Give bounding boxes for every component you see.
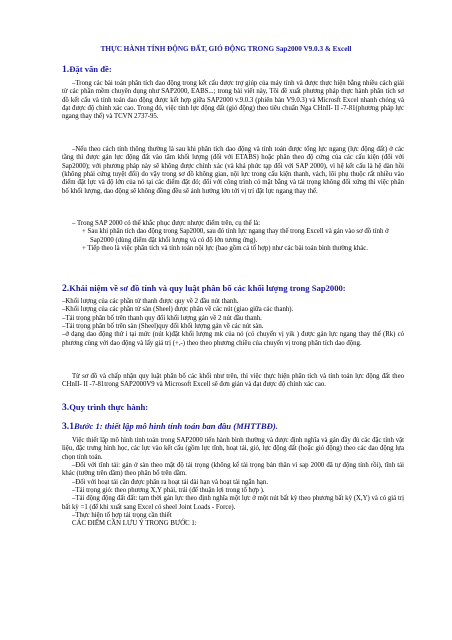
list-item: + Sau khi phân tích dao động trong Sap2000, sau đó tính lực ngang thay thế trong Excell và gán vào sơ đồ tính ở Sap2000 (dùng điểm đặt khối lượng và có độ lớn tương ứng). [82, 228, 389, 244]
subsection-heading [62, 421, 278, 432]
list-item: –Khối lượng của các phần tử sàn (Sheel) được phân về các nút (giao giữa các thanh). [62, 306, 294, 314]
paragraph: –Nếu theo cách tính thông thường là sau khi phân tích dao động và tính toán được tổng lực ngang (lực động đất) ở các tầng thì được gán lực động đất vào tâm khối lượng (đối với ETABS) hoặc phân theo độ cứng của các cấu kiện (đối với Sap2000); với phương pháp này sẽ không được chính xác (và khá phức tạp đối với SAP 2000), vì hệ kết cấu là hệ dàn hồi (không phải cứng tuyệt đối) do vậy trong sơ đồ không gian, nội lực trong cấu kiện thanh, vách, lõi phụ thuộc rất nhiều vào điểm đặt lực và độ lớn của nó tại các điểm đặt đó; đối với công trình có mặt bằng và tải trọng không đối xứng thì việc phân bố khối lượng, dao động sẽ không đồng đều sẽ ảnh hưởng lớn tới vị trí đặt lực ngang thay thế. [62, 146, 404, 195]
list-item: –Tải trọng phân bố trên thanh quy đổi khối lượng gán về 2 nút đầu thanh. [62, 314, 262, 322]
section-title: Bước 1: thiết lập mô hình tính toán ban đầu (MHTTBĐ). [74, 421, 278, 431]
paragraph: Việc thiết lập mô hình tính toán trong SAP2000 tiến hành bình thường và được định nghĩa và gán đầy đủ các đặc tính vật liệu, đặc trưng hình học, các lực vào kết cấu (gồm lực tĩnh, hoạt tải, gió, lực động đất (hoặc gió động) theo các dao động lựa chọn tính toán. [62, 437, 404, 461]
list-item: –Đối với tĩnh tải: gán ở sàn theo mặt độ tải trọng (không kể tải trọng bản thân vì sap 2000 đã tự động tính rồi), tĩnh tải khác (tường trên dầm) theo phân bố trên dầm. [62, 462, 404, 478]
section-heading-1 [62, 64, 112, 75]
bullet-list [62, 220, 404, 253]
list-item: –Thực hiện tổ hợp tải trọng cần thiết [72, 512, 172, 520]
list-item: –Khối lượng của các phần tử thanh được quy về 2 đầu nút thanh. [62, 298, 239, 305]
bullet-list [62, 462, 404, 529]
list-item: –Tải trọng gió: theo phương X,Y phải, trái (để thuận lợi trong tổ hợp ). [72, 487, 265, 495]
section-number: 3.1 [62, 421, 74, 432]
list-item: + Tiếp theo là việc phân tích và tính toán nội lực (bao gồm cả tổ hợp) như các bài toán bình thường khác. [82, 245, 368, 253]
list-item: –Đối với hoạt tải cần được phân ra hoạt tải dài hạn và hoạt tải ngắn hạn. [72, 478, 269, 486]
bullet-list [62, 298, 404, 348]
list-item: CÁC ĐIỂM CẦN LƯU Ý TRONG BƯỚC 1: [72, 520, 197, 528]
section-number: 2. [62, 283, 70, 294]
list-item: –Tải động động đất đất: tạm thời gán lực theo định nghĩa một lực ở một nút bất kỳ theo phương bất kỳ (X,Y) và có giá trị bất kỳ =1 (để khi xuất sang Excel có sheel Joint Loads - Force). [62, 495, 404, 511]
list-item: –ở dạng dao động thứ i tại mức (nút k)đặt khối lượng mk của nó (có chuyển vị yik ) được gán lực ngang thay thế (Rk) có phương cùng với dao động và lấy giá trị (+,-) theo theo phương chiều của chuyển vị trong phân tích dao động. [62, 331, 404, 347]
section-number: 1. [62, 64, 70, 75]
paragraph: Từ sơ đồ và chấp nhận quy luật phân bố các khối như trên, thì việc thực hiện phân tích và tính toán lực động đất theo CHnII- II -7-81trong SAP2000V9 và Microsoft Excell sẽ đơn giản và đạt được độ chính xác cao. [62, 373, 404, 389]
section-title: Quy trình thực hành: [69, 402, 149, 412]
document-title: THỰC HÀNH TÍNH ĐỘNG ĐẤT, GIÓ ĐỘNG TRONG Sap2000 V9.0.3 & Excell [100, 45, 352, 53]
section-number: 3. [62, 402, 70, 413]
list-item: –Tải trọng phân bố trên sàn (Sheel)quy đổi khối lượng gán về các nút sàn. [62, 323, 264, 331]
paragraph: –Trong các bài toán phân tích dao động trong kết cấu được trợ giúp của máy tính và được thực hiện bằng nhiều cách giải từ các phần mềm chuyên dụng như SAP2000, EABS...; trong bài viết này, Tôi đề xuất phương pháp thực hành phân tích sơ đồ kết cấu và tính toán dao động được kết hợp giữa SAP2000 v.9.0.3 (phiên bản V9.0.3) và Microsft Excel nhanh chóng và đạt được độ chính xác cao. Trong đó, việc tính lực động đất (gió động) theo tiêu chuẩn Nga CHnII- II -7-81(phương pháp lực ngang thay thế) và TCVN 2737-95. [62, 80, 404, 121]
section-title: Khái niệm về sơ đồ tính và quy luật phân bố các khối lượng trong Sap2000: [69, 283, 346, 293]
list-item: – Trong SAP 2000 có thể khắc phục được nhược điểm trên, cụ thể là: [72, 220, 261, 227]
section-title: Đặt vấn đề: [69, 64, 112, 74]
section-heading-3 [62, 402, 148, 413]
section-heading-2 [62, 283, 346, 294]
